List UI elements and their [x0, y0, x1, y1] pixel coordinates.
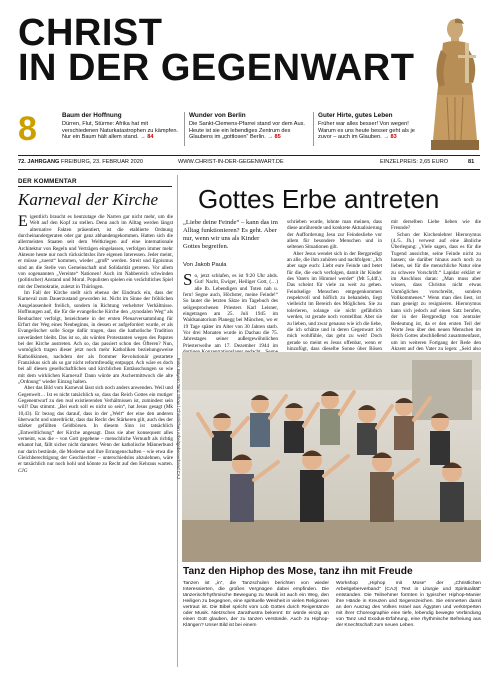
- teaser-2-page: → 85: [267, 134, 281, 141]
- info-bar: [18, 155, 480, 170]
- teaser-2-text: Die Sankt-Clemens-Pfarrei stand vor dem Aus. Heute ist sie ein lebendiges Zentrum des Glaubens im „gottlosen“ Berlin.: [189, 120, 305, 141]
- teaser-3-title: Guter Hirte, gutes Leben: [318, 112, 393, 119]
- teaser-2[interactable]: [189, 113, 309, 141]
- kommentar-title: Karneval der Kirche: [18, 190, 159, 209]
- kommentar-paragraph: Aber das Bild vom Karneval lässt sich noch anders anwenden. Weil und Gegenwelt… Ist es nicht tatsächlich so, dass das Reich Gottes ein mutiger Gegenentwurf zu den real existierenden Verhältnissen ist, zumindest sein will? Das stimmt. „Bei euch soll es nicht so sein“, hat Jesus gesagt (Mk 10,43). Er bezog das darauf, dass in der „Welt“ der eine den anderen überwacht und unterdrückt, dass das Recht des Stärkeren gilt, auch des der stärker gefüllten Geldbörsen. In diesem Sinn ist tatsächlich „Entweltlichung“ der Kirche angesagt. Dass sie aber konsequent alles verneint, was die – von Gott gegebene – menschliche Vernunft als richtig erkannt hat, fällt sicher nicht darunter. Wenn der katholische Männerbund nur darin bestünde, die Moderne und ihre Errungenschaften – wie etwa die Gleichberechtigung der Geschlechter – unterschiedslos abzulehnen, wäre er tatsächlich nur noch hohl und könnte zu Recht auf den Kehraus warten. CJG: [18, 385, 173, 474]
- article-column-2: [287, 219, 382, 351]
- kommentar-body: [18, 214, 173, 666]
- photo-caption-title: Tanz den Hiphop des Mose, tanz ihn mit Freude: [183, 566, 413, 577]
- teaser-divider: [313, 112, 314, 146]
- article-column-1: [183, 270, 278, 351]
- article-paragraph: Aber Jesus wendet sich in der Bergpredigt an alle, die ihm zuhören und nachfolgen: „Ich aber sage euch: Liebt eure Feinde und betet für die, die euch verfolgen, damit ihr Kinder des Vaters im Himmel werdet“ (Mt 5,44f.). Das scheint für viele zu weit zu gehen. Feindselige Menschen entgegenkommen respektvoll und höflich zu behandeln, liegt vielleicht im Bereich des Möglichen. Sie zu tolerieren, solange sie nicht gefährlich werden, ist gerade noch vorstellbar. Aber sie zu lieben, und zwar genauso wie ich die liebe, die ich schätze und in deren Gegenwart ich mich wohlfühle, das geht zu weit! Doch gerade so meint es Jesus offenbar, wenn er hinzufügt, dass dieselbe Sonne über Bösen: [287, 250, 382, 352]
- kommentar-signature: CJG: [18, 467, 28, 474]
- saint-statue-image: [427, 15, 483, 153]
- article-author: Von Jakob Paula: [183, 262, 227, 268]
- article-paragraph: mit derselben Liebe lieben wie die Freunde?: [391, 219, 481, 232]
- article-paragraph: Schon der Kirchenlehrer Hieronymus (4./5. Jh.) verwest auf eine ähnliche Überlegung: „Viele sagen, dass es für die Tugend aussichte, seine Feinde nicht zu hassen; sie darüber hinaus auch noch zu lieben, sei für die menschliche Natur eine zu schwere Vorschrift.“ Lapidar erklärt er im Anschluss daran: „Man muss aber wissen, dass Christus nicht etwas Unmögliches vorschreibt, sondern Vollkommenes.“ Wenn man dies liest, ist man geneigt zu resignieren. Hieronymus kann sich jedoch auf einen Satz berufen, der in der Bergpredigt von zentraler Bedeutung ist, da er den ersten Teil der Worte Jesu über den neuen Menschen im Reich Gottes abschließend zusammenfasst, um im weiteren Fortgang der Rede den Akzent auf den Vater zu legen: „Seid also: [391, 231, 481, 352]
- article-dropcap: S: [183, 270, 193, 289]
- photo-credit: Foto: Bayern Tanz Show / Christlichen Arbeitgeberverband CAJ: [176, 358, 181, 479]
- photo-caption-col-1: Tanzen ist „in“, die Tanzschulen berichten von wieder Interessierten, die großes Vergnügen dabei empfinden. Die tänzerischrhythmische Bewegung zu Musik ist auch ein Weg, den Heiligen zu begegnen, eine spirituelle Weisheit in vielen Religionen vertraut ist. Die Bibel spricht vom Lob Gottes durch Reigentänze oder Musik. Nietzsches Zarathustra bekennt: Er würde einzig an einen Gott glauben, der zu tanzen verstünde. Auch zu Hiphop-Klängen? Unser Bild ist bei einem: [183, 581, 329, 629]
- kommentar-paragraph: Im Fall der Kirche stellt sich ebenso der Eindruck ein, dass der Karneval zum Dauerzustand geworden ist. Nicht im Sinne der fröhlichen Ausgelassenheit freilich, sondern in Richtung verkehrter Verhältnisse. Hoffnungen auf, die für die evangelische Kirche den „synodalen Weg“ als Beobachter verfolgt, bezeichnete in der ersten Plenarversammlung für Erfurt der Weg eines Neubeginns, in dessen er aufgefordert wurde, er als Evangelischer solle Sorge dafür tragen, dass die katholische Tradition unverändert bleibt. Das ist so, als würden Protestanten wegen des Papstes bei der Kirche austreten. Ach so, das passiert schon des Öfteren? Nun, womöglich tragen dieser jetzt noch mehr Katholiken beziehungsweise Katholikinnen, nachdem der als frommer Revolutionär gestartete Franziskus sich als so gar nicht reformfreudig entpuppt. Ach wäre es doch bei all diesen gesellschaftlichen und kirchlichen Enttäuschungen so wie mit dem wirklichen Karneval! Dann würde am Aschermittwoch die alte „Ordnung“ wieder Einzug halten.: [18, 290, 173, 385]
- article-column-3: [391, 219, 481, 351]
- teaser-divider: [184, 112, 185, 146]
- info-url[interactable]: WWW.CHRIST-IN-DER-GEGENWART.DE: [178, 159, 284, 165]
- teaser-3-text: Früher war alles besser! Von wegen! Warum es uns heute besser geht als je zuvor – auch im Glauben.: [318, 120, 415, 141]
- kommentar-rule: [18, 186, 172, 187]
- teaser-1-title: Baum der Hoffnung: [62, 112, 122, 119]
- kommentar-dropcap: E: [18, 213, 28, 230]
- teaser-3-page: → 83: [383, 134, 397, 141]
- info-page-number: 81: [468, 159, 475, 165]
- article-lead: „Liebe deine Feinde“ – kann das im Alltag funktionieren? Es geht. Aber nur, wenn wir uns als Kinder Gottes begreifen.: [183, 219, 278, 250]
- teaser-3[interactable]: [318, 113, 424, 141]
- issue-number: 8: [18, 110, 37, 148]
- kommentar-paragraph: Eigentlich braucht es heutzutage die Narren gar nicht mehr, um die Welt auf den Kopf zu stellen. Denn auch im Alltag werden längst alternative Fakten präsentiert, ist die etablierte Ordnung durcheinandergeraten oder gar ganz abhandengekommen. Hatten sich die allermeisten Staaten seit dem Weltkriegen auf eine internationale Architektur von Regeln und Verträgen eingelassen, verfolgen immer mehr Akteure heute nur noch rücksichtslos ihre eigenen Interessen. Jeder meint, er müsse „zuerst“ kommen, wieder „groß“ werden. Streit und Egoismus sind an die Stelle von Gemeinschaft und Solidarität getreten. Vor allem von sogenannten „Vereinte“ Nationen! Auch im Nahbereich schwinden (politischer) Anstand und Moral. Populisten spielen ein verächtliches Spiel mit der Demokratie, zuletzt in Thüringen.: [18, 213, 173, 290]
- article-col1-text: o, jetzt schlafen, es ist 9:20 Uhr abds. Gut! Nacht, Ewiger, Heiliger Gott, (…) alle Ib. Lebendigen und Toten nah u. fern! Segne auch, Höchster, meine Feinde!“ So lautet die letzten Sätze im Tagebuch des seligesprochenen Priesters Karl Leisner, eingetragen am 25. Juli 1945 im Waldsanatorium Planegg bei München, wo er 19 Tage später im Alter von 30 Jahren starb. Vor drei Monaten wurde in Dachau die 75. Jahrestages seiner außergewöhnlichen Priesterweihe am 17. Dezember 1944 im: [183, 273, 278, 349]
- article-paragraph: schrieben wurde, lohnte man meinen, dass diese anrührende und konkrete Aktualisierung der Aufforderung Jesu zur Feindesliebe vor allem für besondere Menschen und in seltenen Situationen gilt.: [287, 219, 382, 251]
- teaser-2-title: Wunder von Berlin: [189, 112, 246, 119]
- masthead-line-1: CHRIST: [18, 12, 163, 54]
- teaser-1[interactable]: [62, 113, 178, 141]
- info-price: EINZELPREIS: 2,65 EURO: [380, 159, 449, 165]
- teaser-1-text: Dürren, Flut, Stürme: Afrika hat mit verschiedenen Naturkatastrophen zu kämpfen. Nur ein Baum hält allem stand.: [62, 120, 178, 141]
- dance-group-photo: [182, 352, 481, 562]
- masthead: [18, 12, 415, 89]
- info-jahrgang: 72. JAHRGANG FREIBURG, 23. FEBRUAR 2020: [18, 159, 143, 165]
- article-title: Gottes Erbe antreten: [198, 184, 440, 214]
- masthead-line-2: IN DER GEGENWART: [18, 47, 415, 89]
- teaser-1-page: → 84: [140, 134, 154, 141]
- photo-caption-col-2: Workshop „Hiphop mit Mose“ der „Christlichen Arbeitgeberverband“ (CAJ) Text in Liturgie und Spiritualität“ entstanden. Die Teilnehmer formten in typischer Hiphop-Manier ihre Hände in Kreuzen und Segenszeichen. Sie erinnerten damit an den Auszug des Volkes Israel aus Ägypten und verkörperten mit ihrer Choreographie eine tiefe, lebendig bewegte Verbindung von Tanz und Exodus-Erfahrung, eine rhythmische Befreiung aus der Knechtschaft zum neuen Leben.: [336, 581, 481, 629]
- kommentar-label: DER KOMMENTAR: [18, 178, 77, 185]
